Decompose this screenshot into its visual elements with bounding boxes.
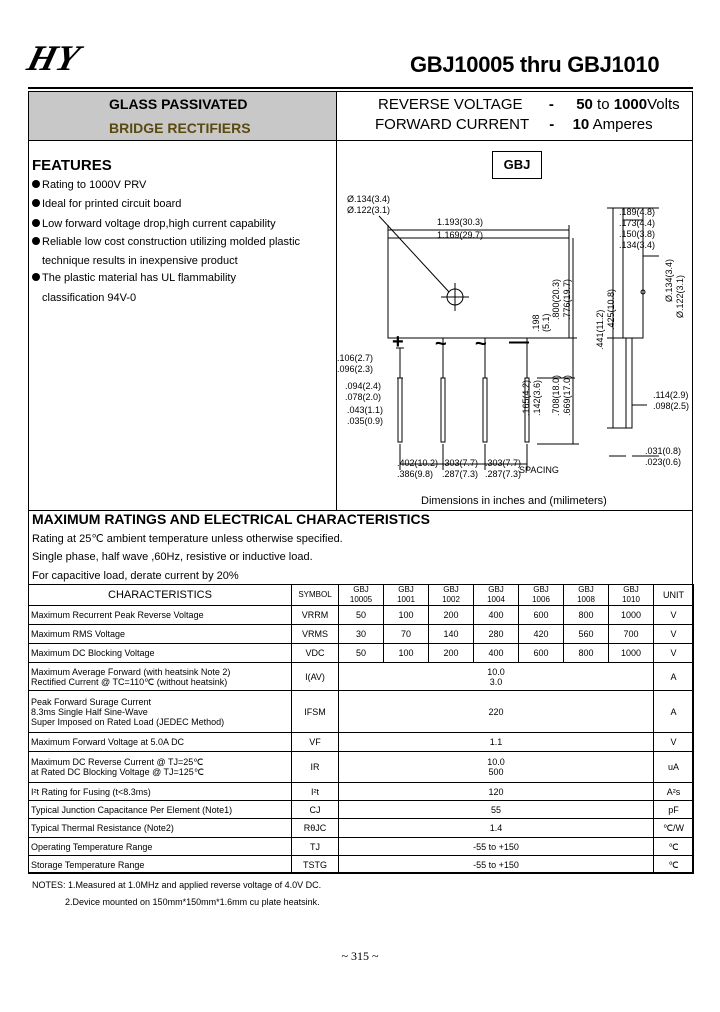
terminal-minus: — [509,331,529,353]
table-cell: 1000 [609,606,654,625]
table-cell: Typical Thermal Resistance (Note2) [29,819,292,838]
dim-lead-len-a: .165(4.2) [521,379,531,416]
table-cell: VF [292,733,339,752]
feature-text: Rating to 1000V PRV [42,179,147,191]
table-row [29,856,694,874]
table-row [29,606,694,625]
table-cell: 400 [474,644,519,663]
table-cell: pF [654,801,694,819]
dim-spacing-d: .287(7.3) [442,469,479,479]
table-cell: A [654,691,694,733]
table-row [29,691,694,733]
table-cell: I(AV) [292,663,339,691]
feature-item-continued: technique results in inexpensive product [42,255,238,267]
table-cell: Maximum DC Blocking Voltage [29,644,292,663]
package-outline-drawing [337,180,692,495]
table-cell: 10005 [349,595,373,604]
table-cell: Storage Temperature Range [29,856,292,874]
table-cell: VDC [292,644,339,663]
table-cell: ℃ [654,838,694,856]
feature-text: Low forward voltage drop,high current capability [42,218,276,230]
header-symbol: SYMBOL [292,585,339,606]
terminal-ac-1: ~ [435,333,447,355]
table-cell: Maximum Forward Voltage at 5.0A DC [29,733,292,752]
table-cell: 600 [519,644,564,663]
header-part [429,585,474,606]
table-cell: 800 [564,644,609,663]
table-cell: -55 to +150 [339,838,654,856]
table-cell: 200 [429,606,474,625]
dim-hole-b: Ø.122(3.1) [347,205,391,215]
table-cell: V [654,606,694,625]
table-cell: ℃/W [654,819,694,838]
table-cell: 1001 [397,595,415,604]
table-cell: Maximum DC Reverse Current @ TJ=25℃ [31,757,204,767]
table-cell: 600 [519,606,564,625]
rating-condition: Single phase, half wave ,60Hz, resistive or inductive load. [32,551,313,563]
table-row [29,783,694,801]
ratings-heading: MAXIMUM RATINGS AND ELECTRICAL CHARACTERISTICS [32,511,430,527]
dim-thick-a: .114(2.9) [653,390,689,400]
table-row [29,838,694,856]
drawing-line [398,378,402,442]
dim-spacing-b: .386(9.8) [397,469,434,479]
table-cell: 400 [474,606,519,625]
dim-lead-len-c: .708(18.0) [551,374,561,416]
header-characteristics: CHARACTERISTICS [29,585,292,606]
table-cell: 220 [339,691,654,733]
product-line-1: GLASS PASSIVATED [109,96,248,112]
table-cell: Rectified Current @ TC=110℃ (without heatsink) [31,676,228,687]
table-cell: CJ [292,801,339,819]
drawing-line [626,338,632,428]
table-cell: ℃ [654,856,694,874]
dim-lead-top: .198 [531,314,541,332]
table-cell: uA [654,752,694,783]
table-cell: 1006 [532,595,550,604]
bullet-icon [32,199,40,207]
table-cell: 70 [384,625,429,644]
dim-lead-len-b: .142(3.6) [532,379,542,416]
table-cell: Peak Forward Surage Current [31,696,152,707]
dim-lead-len-d: .669(17.0) [562,374,572,416]
table-cell: A [654,663,694,691]
dim-height-b: .425(10.8) [606,288,616,330]
part-number-title: GBJ10005 thru GBJ1010 [410,52,660,77]
table-cell: 50 [339,606,384,625]
terminal-plus: + [392,331,404,353]
table-cell: Operating Temperature Range [29,838,292,856]
table-cell: 55 [339,801,654,819]
table-cell: 50 [339,644,384,663]
table-row [29,733,694,752]
feature-item [32,218,276,230]
table-cell: 3.0 [489,676,503,687]
table-cell: -55 to +150 [339,856,654,874]
header-part [564,585,609,606]
table-row [29,663,694,691]
rating-condition: Rating at 25℃ ambient temperature unless otherwise specified. [32,533,343,545]
table-cell: 1.4 [339,819,654,838]
reverse-voltage-summary [378,96,680,113]
dim-side-b: .173(4.4) [619,218,656,228]
table-row [29,801,694,819]
drawing-line [441,378,445,442]
divider [336,92,337,140]
dim-side-a: .189(4.8) [619,207,656,217]
dim-lead-d: .078(2.0) [345,392,382,402]
dim-lead-c: .094(2.4) [345,381,382,391]
table-cell: A²s [654,783,694,801]
features-heading: FEATURES [32,157,112,174]
reverse-voltage-unit: Volts [647,96,680,113]
table-cell: 1008 [577,595,595,604]
package-name: GBJ [492,151,542,179]
table-cell: I²t [292,783,339,801]
table-cell: 700 [609,625,654,644]
table-cell: 560 [564,625,609,644]
bullet-icon [32,273,40,281]
forward-current-value: 10 [572,116,590,133]
table-row [29,752,694,783]
table-cell: RθJC [292,819,339,838]
bullet-icon [32,219,40,227]
drawing-line [483,378,487,442]
table-cell: 1004 [487,595,505,604]
table-cell: GBJ [353,585,369,594]
dim-spacing-f: .287(7.3) [485,469,522,479]
table-cell: 140 [429,625,474,644]
bullet-icon [32,237,40,245]
table-cell: 200 [429,644,474,663]
table-cell: 1002 [442,595,460,604]
header-part [609,585,654,606]
dim-lead-f: .035(0.9) [347,416,384,426]
reverse-voltage-min: 50 [576,96,593,113]
table-cell: 800 [564,606,609,625]
dim-lead-e: .043(1.1) [347,405,384,415]
table-header-row [29,585,694,606]
characteristics-table [28,584,694,874]
header-part [339,585,384,606]
table-cell: VRMS [292,625,339,644]
forward-current-label: FORWARD CURRENT [375,116,529,133]
dim-spacing-e: .303(7.7) [485,458,522,468]
header-part [519,585,564,606]
header-rule [28,87,693,89]
forward-current-unit: Amperes [592,116,653,133]
dim-pin-b: .023(0.6) [645,457,682,467]
table-cell: 30 [339,625,384,644]
dim-lead-top-b: (5.1) [541,313,551,332]
dim-lead-a: .106(2.7) [337,353,374,363]
table-cell: 120 [339,783,654,801]
dim-spacing-c: .303(7.7) [442,458,479,468]
table-cell: Maximum Average Forward (with heatsink Note 2) [31,666,231,677]
table-cell: Typical Junction Capacitance Per Element (Note1) [29,801,292,819]
dim-width-b: 1.169(29.7) [437,230,484,240]
dim-hole2-b: Ø.122(3.1) [675,274,685,318]
table-cell [339,752,654,783]
table-row [29,625,694,644]
divider [28,140,693,141]
table-cell: 1010 [622,595,640,604]
table-cell: Super Imposed on Rated Load (JEDEC Method) [31,716,225,727]
forward-current-summary [375,116,653,133]
table-cell: 420 [519,625,564,644]
dim-hole-a: Ø.134(3.4) [347,194,391,204]
table-cell: TSTG [292,856,339,874]
feature-item-continued: classification 94V-0 [42,292,137,304]
table-cell [29,663,292,691]
company-logo [23,37,160,78]
header-part [474,585,519,606]
reverse-voltage-dash: - [548,96,554,113]
dim-spacing-label: SPACING [519,465,559,475]
reverse-voltage-max: 1000 [613,96,648,113]
table-row [29,819,694,838]
table-cell [339,663,654,691]
table-cell: IR [292,752,339,783]
table-row [29,644,694,663]
dim-thick-b: .098(2.5) [653,401,690,411]
dim-lead-b: .096(2.3) [337,364,374,374]
feature-item [32,272,236,284]
table-cell: GBJ [443,585,459,594]
bullet-icon [32,180,40,188]
dim-side-c: .150(3.8) [619,229,656,239]
table-cell: 1000 [609,644,654,663]
reverse-voltage-to: to [597,96,610,113]
table-cell: VRRM [292,606,339,625]
table-cell: 10.0 [487,666,505,677]
dim-spacing-a: .402(10.2) [397,458,439,468]
table-cell: 280 [474,625,519,644]
table-cell: 100 [384,606,429,625]
page-number: ~ 315 ~ [341,949,379,963]
table-cell: 10.0 [487,757,505,767]
feature-text: The plastic material has UL flammability [42,272,236,284]
table-cell: GBJ [623,585,639,594]
table-cell [29,691,292,733]
dim-pin-a: .031(0.8) [645,446,682,456]
dim-body-a: .800(20.3) [551,278,561,320]
reverse-voltage-label: REVERSE VOLTAGE [378,96,523,113]
table-cell: I²t Rating for Fusing (t<8.3ms) [29,783,292,801]
table-cell: V [654,625,694,644]
feature-item [32,236,300,248]
dim-height-a: .441(11.2) [595,309,605,350]
table-cell: 1.1 [339,733,654,752]
table-cell: 500 [488,767,504,777]
terminal-ac-2: ~ [475,333,487,355]
feature-item [32,179,146,191]
header-unit: UNIT [654,585,694,606]
dim-width-a: 1.193(30.3) [437,217,484,227]
drawing-line [379,216,449,292]
table-cell [29,752,292,783]
note-2: 2.Device mounted on 150mm*150mm*1.6mm cu plate heatsink. [65,897,320,907]
feature-text: Reliable low cost construction utilizing molded plastic [42,236,301,248]
table-cell: TJ [292,838,339,856]
feature-text: Ideal for printed circuit board [42,198,182,210]
rating-condition: For capacitive load, derate current by 20% [32,570,239,582]
table-cell: V [654,733,694,752]
dimensions-note: Dimensions in inches and (milimeters) [421,495,607,507]
dim-side-d: .134(3.4) [619,240,656,250]
logo-text: HY [23,37,85,78]
table-cell: IFSM [292,691,339,733]
table-cell: GBJ [488,585,504,594]
table-cell: GBJ [533,585,549,594]
table-cell: Maximum RMS Voltage [29,625,292,644]
table-cell: at Rated DC Blocking Voltage @ TJ=125℃ [31,767,204,777]
table-cell: GBJ [578,585,594,594]
table-cell: Maximum Recurrent Peak Reverse Voltage [29,606,292,625]
table-cell: 8.3ms Single Half Sine-Wave [31,706,148,717]
note-1: NOTES: 1.Measured at 1.0MHz and applied reverse voltage of 4.0V DC. [32,880,322,890]
table-cell: GBJ [398,585,414,594]
product-line-2: BRIDGE RECTIFIERS [109,120,251,136]
dim-body-b: .776(19.7) [562,278,572,320]
feature-item [32,198,181,210]
forward-current-dash: - [549,116,555,133]
header-part [384,585,429,606]
dim-hole2-a: Ø.134(3.4) [664,258,674,302]
table-cell: 100 [384,644,429,663]
table-cell: V [654,644,694,663]
